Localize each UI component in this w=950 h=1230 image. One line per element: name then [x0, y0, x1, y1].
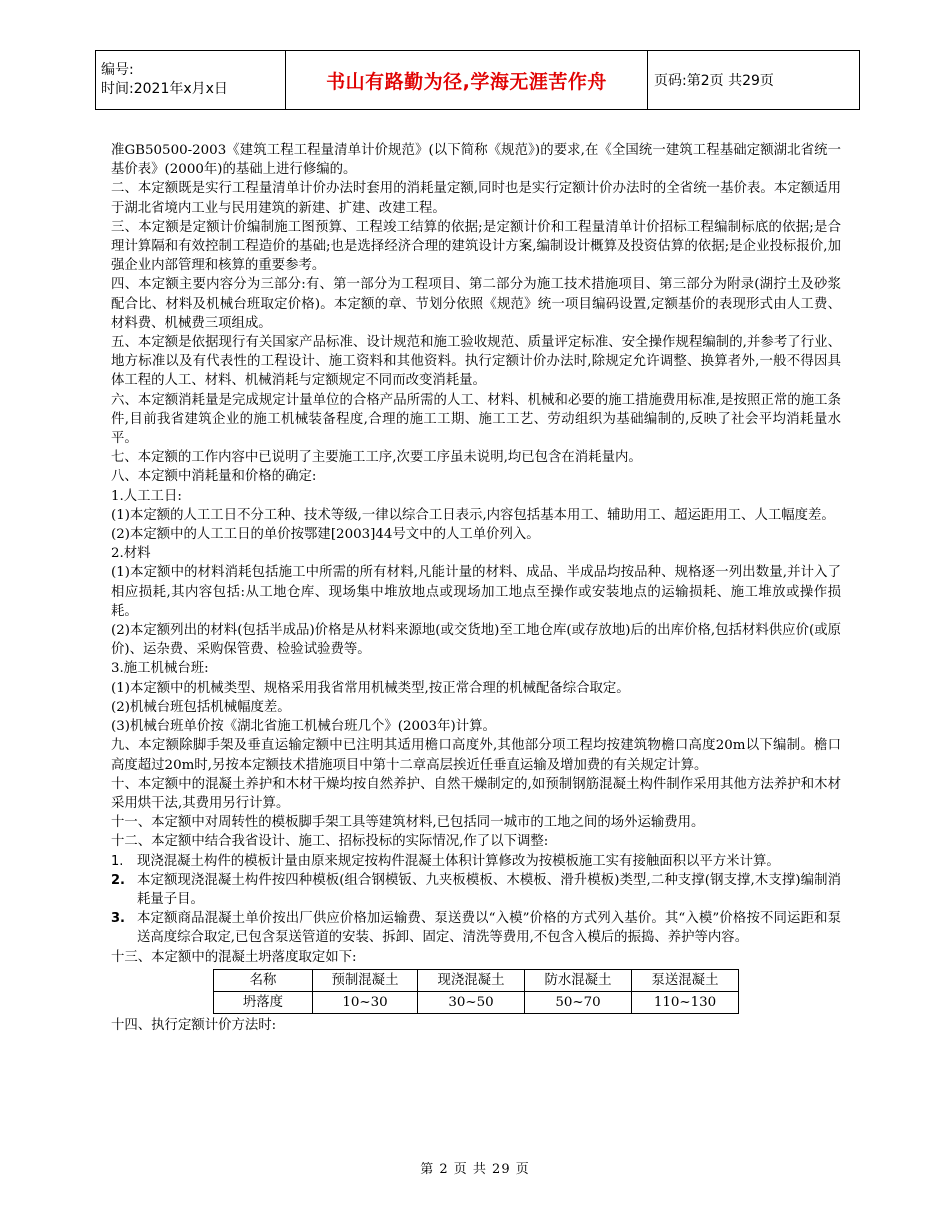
table-header-cell: 防水混凝土 [525, 969, 632, 991]
item-number: 1. [111, 853, 124, 869]
paragraph: (2)本定额中的人工工日的单价按鄂建[2003]44号文中的人工单价列入。 [111, 527, 540, 543]
section-13-heading: 十三、本定额中的混凝土坍落度取定如下: [111, 949, 357, 965]
paragraph: 六、本定额消耗量是完成规定计量单位的合格产品所需的人工、材料、机械和必要的施工措施费用标准,是按照正常的施工条件,目前我省建筑企业的施工机械装备程度,合理的施工工期、施工工艺、劳动组织为基础编制的,反映了社会平均消耗量水平。 [111, 392, 841, 447]
paragraph: 七、本定额的工作内容中已说明了主要施工工序,次要工序虽未说明,均已包含在消耗量内。 [111, 450, 642, 466]
header-motto: 书山有路勤为径,学海无涯苦作舟 [286, 51, 648, 109]
table-header-cell: 名称 [214, 969, 313, 991]
table-cell: 10~30 [313, 991, 418, 1013]
document-body [111, 141, 841, 1035]
paragraph: 四、本定额主要内容分为三部分:有、第一部分为工程项目、第二部分为施工技术措施项目、第三部分为附录(湖拧土及砂浆配合比、材料及机械台班取定价格)。本定额的章、节划分依照《规范》统一项目编码设置,定额基价的表现形式由人工费、材料费、机械费三项组成。 [111, 277, 841, 331]
paragraph: 二、本定额既是实行工程量清单计价办法时套用的消耗量定额,同时也是实行定额计价办法时的全省统一基价表。本定额适用于湖北省境内工业与民用建筑的新建、扩建、改建工程。 [111, 181, 841, 216]
paragraph: 三、本定额是定额计价编制施工图预算、工程竣工结算的依据;是定额计价和工程量清单计价招标工程编制标底的依据;是合理计算隔和有效控制工程造价的基础;也是选择经济合理的建筑设计方案,编制设计概算及投资估算的依据;是企业投标报价,加强企业内部管理和核算的重要参考。 [111, 219, 841, 274]
adjustment-item [111, 909, 841, 947]
adjustment-item [111, 852, 841, 871]
header-page-info: 页码:第2页 共29页 [654, 73, 774, 89]
table-header-cell: 现浇混凝土 [418, 969, 525, 991]
paragraph: 1.人工工日: [111, 488, 182, 504]
paragraph: (1)本定额的人工工日不分工种、技术等级,一律以综合工日表示,内容包括基本用工、辅助用工、超运距用工、人工幅度差。 [111, 507, 835, 523]
item-text: 现浇混凝土构件的模板计量由原来规定按构件混凝土体积计算修改为按模板施工实有接触面积以平方米计算。 [137, 853, 780, 869]
table-cell: 110~130 [632, 991, 739, 1013]
paragraph: (3)机械台班单价按《湖北省施工机械台班几个》(2003年)计算。 [111, 719, 496, 735]
paragraph: 准GB50500-2003《建筑工程工程量清单计价规范》(以下简称《规范》)的要求,在《全国统一建筑工程基础定额湖北省统一基价表》(2000年)的基础上进行修编的。 [111, 143, 841, 178]
code-label: 编号: [101, 62, 134, 78]
paragraph: 十二、本定额中结合我省设计、施工、招标投标的实际情况,作了以下调整: [111, 834, 549, 850]
slump-table [213, 969, 739, 1014]
paragraph: 十一、本定额中对周转性的模板脚手架工具等建筑材料,已包括同一城市的工地之间的场外运输费用。 [111, 815, 705, 831]
item-text: 本定额现浇混凝土构件按四种模板(组合钢模钣、九夹板模板、木模板、滑升模板)类型,二种支撑(钢支撑,木支撑)编制消耗量子目。 [137, 872, 841, 907]
item-number: 2. [111, 872, 125, 888]
adjustment-item [111, 871, 841, 909]
table-header-cell: 泵送混凝土 [632, 969, 739, 991]
table-cell: 坍落度 [214, 991, 313, 1013]
table-header-cell: 预制混凝土 [313, 969, 418, 991]
page-header [95, 50, 860, 110]
table-header-row [214, 969, 739, 991]
paragraph: 八、本定额中消耗量和价格的确定: [111, 469, 317, 485]
paragraph: (2)本定额列出的材料(包括半成品)价格是从材料来源地(或交货地)至工地仓库(或存放地)后的出库价格,包括材料供应价(或原价)、运杂费、采购保管费、检验试验费等。 [111, 623, 841, 658]
table-cell: 30~50 [418, 991, 525, 1013]
paragraph: (1)本定额中的材料消耗包括施工中所需的所有材料,凡能计量的材料、成品、半成品均按品种、规格逐一列出数量,并计入了相应损耗,其内容包括:从工地仓库、现场集中堆放地点或现场加工地点至操作或安装地点的运输损耗、施工堆放或操作损耗。 [111, 565, 841, 619]
paragraph: 2.材料 [111, 546, 151, 562]
paragraph: 五、本定额是依据现行有关国家产品标准、设计规范和施工验收规范、质量评定标准、安全操作规程编制的,并参考了行业、地方标准以及有代表性的工程设计、施工资料和其他资料。执行定额计价办法时,除规定允许调整、换算者外,一般不得因具体工程的人工、材料、机械消耗与定额规定不同而改变消耗量。 [111, 335, 841, 389]
item-text: 本定额商品混凝土单价按出厂供应价格加运输费、泵送费以“入模”价格的方式列入基价。其“入模”价格按不同运距和泵送高度综合取定,已包含泵送管道的安装、拆卸、固定、清洗等费用,不包含入模后的振捣、养护等内容。 [137, 911, 841, 946]
section-14-heading: 十四、执行定额计价方法时: [111, 1017, 277, 1033]
page-footer: 第 2 页 共 29 页 [420, 1162, 530, 1177]
time-label: 时间:2021年x月x日 [101, 81, 228, 97]
paragraph: (2)机械台班包括机械幅度差。 [111, 699, 291, 715]
header-meta [96, 51, 286, 109]
paragraph: 十、本定额中的混凝土养护和木材干燥均按自然养护、自然干燥制定的,如预制钢筋混凝土构件制作采用其他方法养护和木材采用烘干法,其费用另行计算。 [111, 776, 841, 811]
paragraph: 九、本定额除脚手架及垂直运输定额中已注明其适用檐口高度外,其他部分项工程均按建筑物檐口高度20m以下编制。檐口高度超过20m时,另按本定额技术措施项目中第十二章高层挨近任垂直运输及增加费的有关规定计算。 [111, 738, 841, 773]
paragraph: 3.施工机械台班: [111, 661, 209, 677]
paragraph: (1)本定额中的机械类型、规格采用我省常用机械类型,按正常合理的机械配备综合取定。 [111, 680, 630, 696]
table-row [214, 991, 739, 1013]
table-cell: 50~70 [525, 991, 632, 1013]
item-number: 3. [111, 911, 125, 927]
